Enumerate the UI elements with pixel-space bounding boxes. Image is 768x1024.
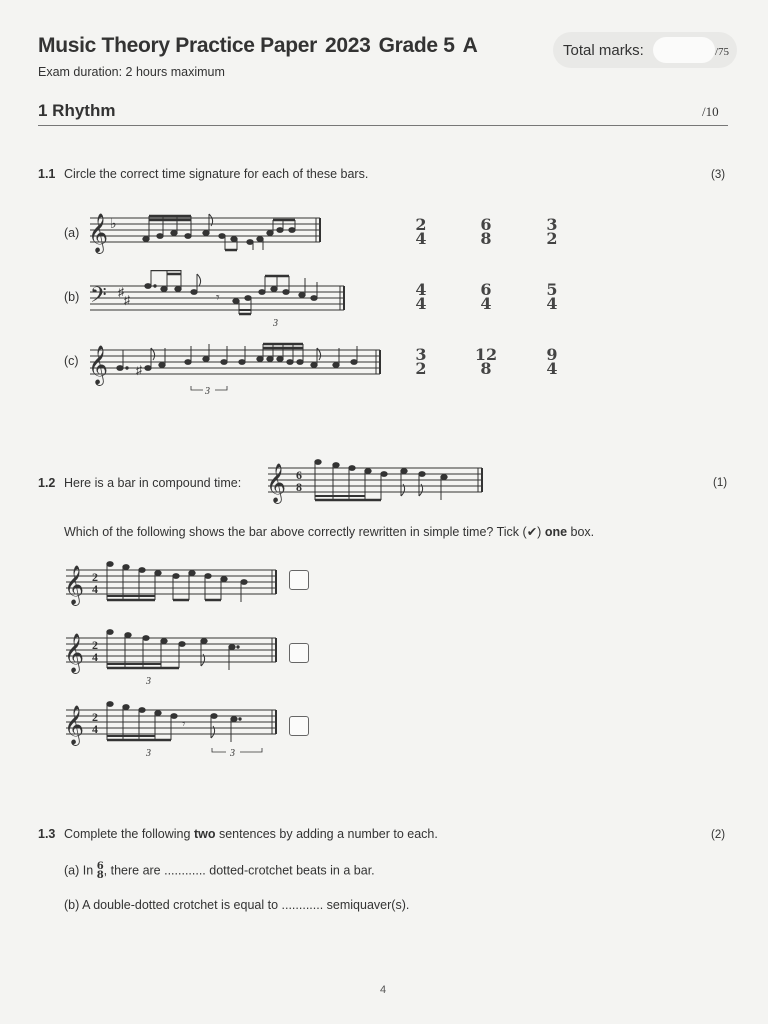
timesig-option-b-2[interactable]: 6 4 — [480, 280, 492, 313]
flat-sign-icon: ♭ — [110, 217, 117, 232]
question-number-1-1: 1.1 — [38, 167, 56, 181]
tick-icon: ✔ — [526, 525, 538, 539]
staff-compound-bar — [266, 456, 486, 510]
timesig-top-opt2: 2 — [92, 638, 98, 652]
sentence-b-text: A double-dotted crotchet is equal to ............ semiquaver(s). — [82, 898, 410, 912]
title-part-grade: Grade 5 — [378, 34, 455, 57]
question-text-1-3: Complete the following two sentences by adding a number to each. — [64, 827, 438, 841]
timesig-option-a-3[interactable]: 3 2 — [546, 215, 558, 248]
timesig-bottom-12: 8 — [296, 480, 302, 494]
page-number: 4 — [380, 984, 387, 996]
timesig-bottom-opt1: 4 — [92, 582, 98, 596]
title-part-version: A — [462, 34, 478, 57]
sentence-b-label: (b) — [64, 898, 80, 912]
question-marks-1-3: (2) — [711, 829, 726, 841]
tuplet-number-opt3: 3 — [146, 748, 151, 759]
question-marks-1-1: (3) — [711, 169, 726, 181]
sharp-sign-icon-2: ♯ — [124, 293, 130, 307]
title-part-name: Music Theory Practice Paper — [38, 34, 318, 57]
bar-label-c: (c) — [64, 354, 79, 368]
staff-bar-a — [88, 206, 328, 256]
timesig-option-a-1[interactable]: 2 4 — [415, 215, 427, 248]
timesig-top-12: 6 — [296, 468, 302, 482]
svg-text:𝄾: 𝄾 — [216, 291, 220, 306]
total-marks-box — [553, 32, 737, 68]
tick-box-option-2[interactable] — [289, 643, 309, 663]
bar-label-b: (b) — [64, 290, 80, 304]
question-text-1-1: Circle the correct time signature for each of these bars. — [64, 167, 369, 181]
total-marks-out-of: /75 — [714, 46, 729, 58]
tuplet-number-opt3-b: 3 — [230, 748, 235, 759]
timesig-option-a-2[interactable]: 6 8 — [480, 215, 492, 248]
staff-bar-c — [88, 334, 384, 400]
exam-duration: Exam duration: 2 hours maximum — [38, 65, 225, 79]
svg-text:𝄾: 𝄾 — [182, 716, 186, 731]
timesig-option-c-3[interactable]: 9 4 — [546, 345, 558, 378]
question-number-1-3: 1.3 — [38, 827, 56, 841]
treble-clef-icon-opt2: 𝄞 — [64, 635, 85, 672]
title-part-year: 2023 — [325, 34, 371, 57]
staff-bar-b — [88, 270, 348, 330]
total-marks-label: Total marks: — [563, 42, 644, 59]
svg-text:♯: ♯ — [136, 363, 142, 377]
bass-clef-icon: 𝄢 — [90, 283, 107, 312]
tuplet-number-b: 3 — [273, 318, 278, 329]
treble-clef-icon-opt3: 𝄞 — [64, 707, 85, 744]
timesig-option-c-1[interactable]: 3 2 — [415, 345, 427, 378]
timesig-option-b-3[interactable]: 5 4 — [546, 280, 558, 313]
timesig-top-opt1: 2 — [92, 570, 98, 584]
staff-option-1 — [64, 558, 284, 610]
sentence-a — [64, 862, 375, 880]
sharp-sign-icon: ♯ — [118, 285, 124, 299]
section-title: 1 Rhythm — [38, 101, 116, 120]
sentence-a-post: , there are ............ dotted-crotchet beats in a bar. — [103, 863, 375, 878]
section-marks: /10 — [702, 104, 719, 119]
timesig-option-b-1[interactable]: 4 4 — [415, 280, 427, 313]
tick-box-option-1[interactable] — [289, 570, 309, 590]
sentence-a-timesig: 6 8 — [96, 861, 104, 881]
treble-clef-icon-opt1: 𝄞 — [64, 567, 85, 604]
timesig-option-c-2[interactable]: 12 8 — [474, 345, 498, 378]
tick-box-option-3[interactable] — [289, 716, 309, 736]
section-divider — [38, 125, 728, 126]
timesig-bottom-opt3: 4 — [92, 722, 98, 736]
sentence-a-pre: In — [82, 863, 94, 878]
total-marks-field[interactable] — [653, 37, 715, 63]
tuplet-number-opt2: 3 — [146, 676, 151, 687]
question-number-1-2: 1.2 — [38, 476, 56, 490]
staff-option-2 — [64, 626, 284, 690]
timesig-bottom-opt2: 4 — [92, 650, 98, 664]
treble-clef-icon-12: 𝄞 — [266, 465, 287, 502]
staff-option-3 — [64, 698, 284, 764]
paper-title — [38, 34, 486, 58]
treble-clef-icon: 𝄞 — [88, 215, 109, 252]
timesig-top-opt3: 2 — [92, 710, 98, 724]
sentence-a-label: (a) — [64, 863, 80, 878]
question-instruction-1-2: Which of the following shows the bar above correctly rewritten in simple time? Tick (✔) one box. — [64, 525, 595, 539]
sentence-b — [64, 898, 409, 912]
treble-clef-icon-c: 𝄞 — [88, 347, 109, 384]
question-intro-1-2: Here is a bar in compound time: — [64, 476, 242, 490]
tuplet-number-c: 3 — [205, 386, 210, 397]
question-marks-1-2: (1) — [713, 477, 728, 489]
bar-label-a: (a) — [64, 226, 80, 240]
